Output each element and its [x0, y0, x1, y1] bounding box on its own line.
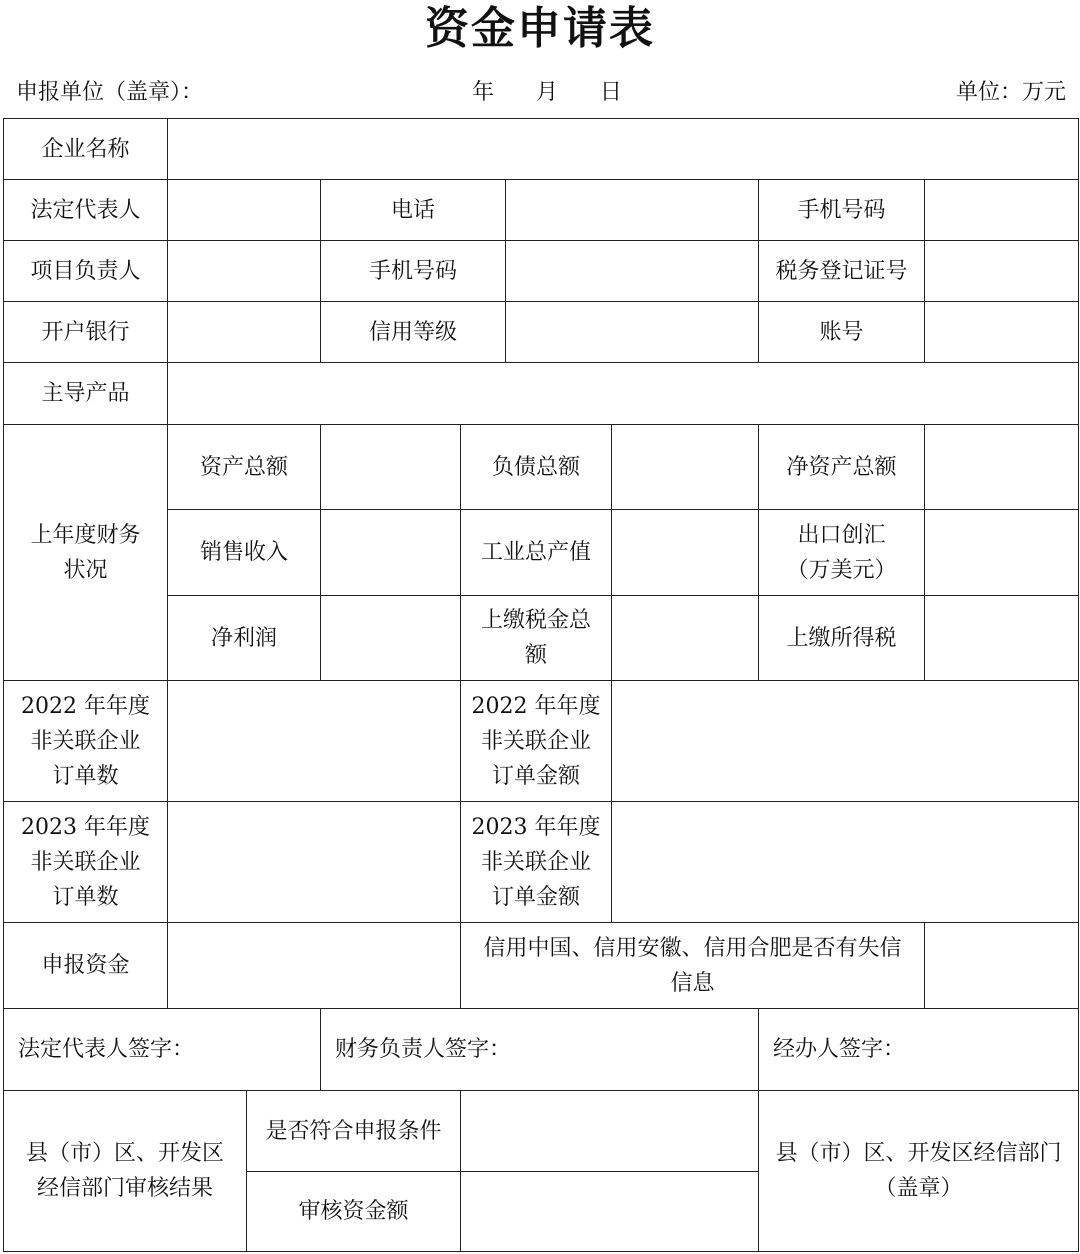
- total-assets-label: 资产总额: [167, 424, 321, 510]
- date-label: 年 月 日: [472, 80, 622, 105]
- approved-amount-field[interactable]: [460, 1171, 759, 1252]
- credit-check-line2: 信息: [670, 970, 715, 996]
- order-count-2022-field[interactable]: [167, 680, 461, 802]
- total-liabilities-label: 负债总额: [460, 424, 612, 510]
- tax-total-line1: 上缴税金总: [480, 608, 591, 633]
- department-stamp-line1: 县（市）区、开发区经信部门: [775, 1141, 1062, 1166]
- project-lead-mobile-label: 手机号码: [320, 240, 506, 302]
- income-tax-label: 上缴所得税: [758, 595, 925, 681]
- tax-reg-no-label: 税务登记证号: [758, 240, 925, 302]
- sales-revenue-field[interactable]: [320, 509, 461, 596]
- legal-rep-signature[interactable]: 法定代表人签字：: [3, 1008, 321, 1091]
- order-amount-2022-line3: 订单金额: [491, 763, 580, 789]
- order-amount-2022-field[interactable]: [611, 680, 1079, 802]
- main-product-field[interactable]: [167, 362, 1079, 425]
- export-earnings-label: [758, 509, 925, 596]
- finance-head-signature[interactable]: 财务负责人签字：: [320, 1008, 759, 1091]
- tax-total-line2: 额: [524, 643, 547, 668]
- export-earnings-line1: 出口创汇: [797, 522, 886, 548]
- net-profit-label: 净利润: [167, 595, 321, 681]
- project-lead-label: 项目负责人: [3, 240, 168, 302]
- tax-total-field[interactable]: [611, 595, 759, 681]
- order-count-2023-field[interactable]: [167, 801, 461, 923]
- finance-section-line1: 上年度财务: [30, 522, 141, 548]
- order-count-2023-label: [3, 801, 168, 923]
- export-earnings-line2: （万美元）: [786, 557, 897, 583]
- tax-reg-no-field[interactable]: [924, 240, 1079, 302]
- phone-field[interactable]: [505, 179, 759, 241]
- credit-rating-label: 信用等级: [320, 301, 506, 363]
- income-tax-field[interactable]: [924, 595, 1079, 681]
- export-earnings-field[interactable]: [924, 509, 1079, 596]
- legal-rep-mobile-label: 手机号码: [758, 179, 925, 241]
- company-name-field[interactable]: [167, 118, 1079, 180]
- net-profit-field[interactable]: [320, 595, 461, 681]
- order-count-2022-line1: 2022 年年度: [21, 693, 150, 719]
- order-amount-2022-label: [460, 680, 612, 802]
- handler-signature[interactable]: 经办人签字：: [758, 1008, 1079, 1091]
- order-count-2023-line1: 2023 年年度: [21, 814, 150, 840]
- finance-section-line2: 状况: [63, 557, 108, 583]
- order-count-2022-line2: 非关联企业: [30, 728, 141, 754]
- industrial-output-label: 工业总产值: [460, 509, 612, 596]
- currency-unit-label: 单位：万元: [955, 80, 1066, 105]
- form-title: 资金申请表: [425, 3, 655, 54]
- order-amount-2022-line1: 2022 年年度: [471, 693, 601, 719]
- credit-rating-field[interactable]: [505, 301, 759, 363]
- legal-rep-field[interactable]: [167, 179, 321, 241]
- eligibility-field[interactable]: [460, 1090, 759, 1172]
- review-result-label: [3, 1090, 247, 1252]
- main-product-label: 主导产品: [3, 362, 168, 425]
- credit-check-label: [460, 922, 925, 1009]
- order-count-2023-line3: 订单数: [52, 884, 119, 910]
- applicant-unit-label: 申报单位（盖章）：: [16, 80, 204, 105]
- order-amount-2023-label: [460, 801, 612, 923]
- bank-label: 开户银行: [3, 301, 168, 363]
- order-count-2022-label: [3, 680, 168, 802]
- order-amount-2022-line2: 非关联企业: [480, 728, 591, 754]
- order-amount-2023-field[interactable]: [611, 801, 1079, 923]
- legal-rep-mobile-field[interactable]: [924, 179, 1079, 241]
- order-amount-2023-line1: 2023 年年度: [471, 814, 601, 840]
- order-amount-2023-line3: 订单金额: [491, 884, 580, 910]
- industrial-output-field[interactable]: [611, 509, 759, 596]
- phone-label: 电话: [320, 179, 506, 241]
- tax-total-label: [460, 595, 612, 681]
- order-amount-2023-line2: 非关联企业: [480, 849, 591, 875]
- order-count-2023-line2: 非关联企业: [30, 849, 141, 875]
- legal-rep-label: 法定代表人: [3, 179, 168, 241]
- net-assets-field[interactable]: [924, 424, 1079, 510]
- eligibility-label: 是否符合申报条件: [246, 1090, 461, 1172]
- review-result-line2: 经信部门审核结果: [36, 1176, 213, 1201]
- department-stamp-line2: （盖章）: [874, 1176, 963, 1201]
- account-no-label: 账号: [758, 301, 925, 363]
- apply-funds-field[interactable]: [167, 922, 461, 1009]
- total-assets-field[interactable]: [320, 424, 461, 510]
- project-lead-field[interactable]: [167, 240, 321, 302]
- net-assets-label: 净资产总额: [758, 424, 925, 510]
- finance-section-label: [3, 424, 168, 681]
- order-count-2022-line3: 订单数: [52, 763, 119, 789]
- credit-check-line1: 信用中国、信用安徽、信用合肥是否有失信: [483, 935, 902, 961]
- bank-field[interactable]: [167, 301, 321, 363]
- credit-check-field[interactable]: [924, 922, 1079, 1009]
- total-liabilities-field[interactable]: [611, 424, 759, 510]
- approved-amount-label: 审核资金额: [246, 1171, 461, 1252]
- review-result-line1: 县（市）区、开发区: [25, 1141, 224, 1166]
- company-name-label: 企业名称: [3, 118, 168, 180]
- department-stamp-cell[interactable]: [758, 1090, 1079, 1252]
- account-no-field[interactable]: [924, 301, 1079, 363]
- sales-revenue-label: 销售收入: [167, 509, 321, 596]
- project-lead-mobile-field[interactable]: [505, 240, 759, 302]
- apply-funds-label: 申报资金: [3, 922, 168, 1009]
